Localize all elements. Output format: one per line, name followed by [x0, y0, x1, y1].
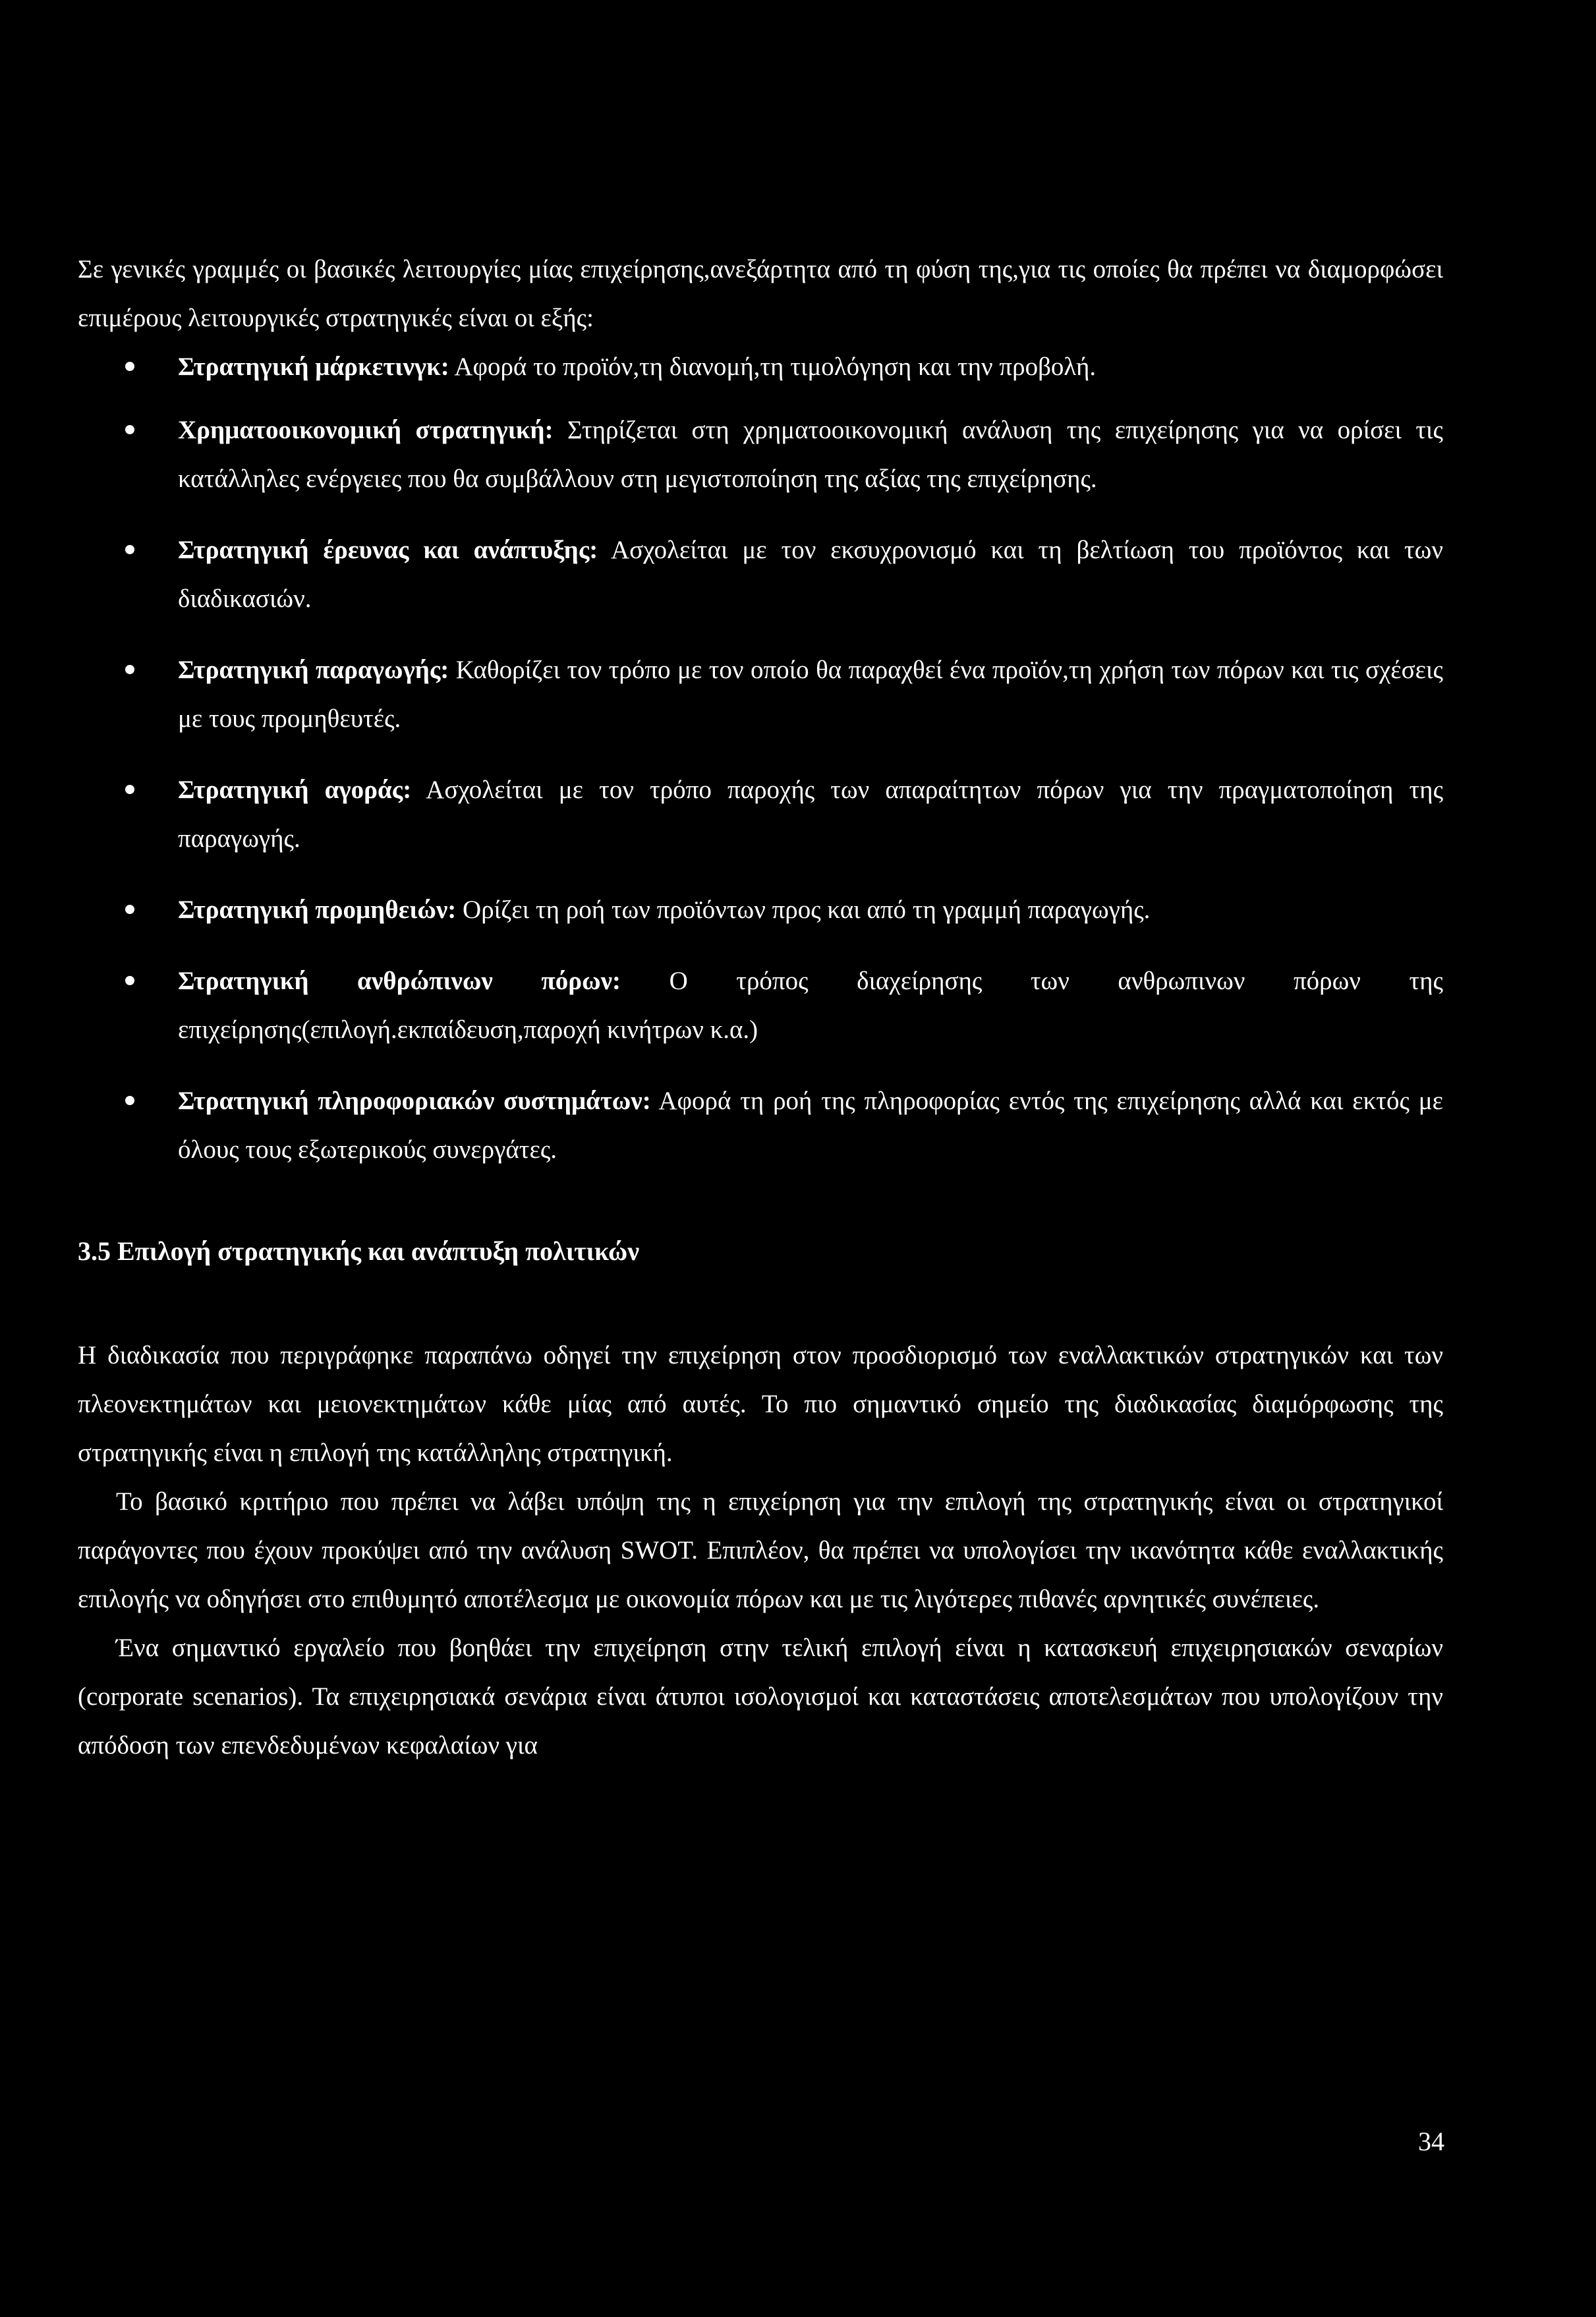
bullet-text: Στηρίζεται στη χρηματοοικονομική ανάλυση της επιχείρησης για να ορίσει τις κατάλληλες ενέργειες που θα συμβάλλουν στη μεγιστοποίηση της αξίας της επιχείρησης. — [178, 416, 1443, 493]
bullet-text: Ορίζει τη ροή των προϊόντων προς και από τη γραμμή παραγωγής. — [456, 896, 1151, 924]
bullet-dot-icon — [125, 905, 134, 914]
body-paragraph-3: Ένα σημαντικό εργαλείο που βοηθάει την επιχείρηση στην τελική επιλογή είναι η κατασκευή επιχειρησιακών σεναρίων (corporate scenarios). Τα επιχειρησιακά σενάρια είναι άτυποι ισολογισμοί και καταστάσεις αποτελεσμάτων που υπολογίζουν την απόδοση των επενδεδυμένων κεφαλαίων για — [78, 1634, 1443, 1759]
bullet-term: Στρατηγική πληροφοριακών συστημάτων: — [178, 1087, 651, 1115]
bullet-text: Ασχολείται με τον εκσυχρονισμό και τη βελτίωση του προϊόντος και των διαδικασιών. — [178, 536, 1443, 613]
bullet-dot-icon — [125, 425, 134, 434]
page-number: 34 — [1418, 2127, 1444, 2156]
bullet-item-production — [78, 646, 1443, 743]
bullet-item-human-resources — [78, 957, 1443, 1054]
body-paragraph-1: Η διαδικασία που περιγράφηκε παραπάνω οδηγεί την επιχείρηση στον προσδιορισμό των εναλλακτικών στρατηγικών και των πλεονεκτημάτων και μειονεκτημάτων κάθε μίας από αυτές. Το πιο σημαντικό σημείο της διαδικασίας διαμόρφωσης της στρατηγικής είναι η επιλογή της κατάλληλης στρατηγική. — [78, 1341, 1443, 1467]
bullet-term: Στρατηγική μάρκετινγκ: — [178, 353, 449, 381]
bullet-text: Καθορίζει τον τρόπο με τον οποίο θα παραχθεί ένα προϊόν,τη χρήση των πόρων και τις σχέσεις με τους προμηθευτές. — [178, 656, 1443, 733]
section-body — [78, 1331, 1443, 1770]
bullet-item-information-systems — [78, 1077, 1443, 1174]
bullet-dot-icon — [125, 976, 134, 985]
bullet-dot-icon — [125, 665, 134, 674]
bullet-term: Στρατηγική αγοράς: — [178, 776, 412, 804]
bullet-text: Αφορά τη ροή της πληροφορίας εντός της επιχείρησης αλλά και εκτός με όλους τους εξωτερικούς συνεργάτες. — [178, 1087, 1443, 1164]
bullet-term: Χρηματοοικονομική στρατηγική: — [178, 416, 554, 444]
bullet-term: Στρατηγική ανθρώπινων πόρων: — [178, 967, 621, 995]
bullet-dot-icon — [125, 785, 134, 794]
bullet-term: Στρατηγική προμηθειών: — [178, 896, 457, 924]
section-heading: 3.5 Επιλογή στρατηγικής και ανάπτυξη πολιτικών — [78, 1236, 640, 1266]
bullet-dot-icon — [125, 362, 134, 371]
bullet-text: Ο τρόπος διαχείρησης των ανθρωπινων πόρων της επιχείρησης(επιλογή.εκπαίδευση,παροχή κινήτρων κ.α.) — [178, 967, 1443, 1044]
bullet-item-financial — [78, 406, 1443, 503]
bullet-item-research — [78, 526, 1443, 623]
bullet-dot-icon — [125, 545, 134, 554]
bullet-dot-icon — [125, 1096, 134, 1105]
bullet-term: Στρατηγική έρευνας και ανάπτυξης: — [178, 536, 598, 564]
bullet-item-market — [78, 766, 1443, 863]
bullet-text: Ασχολείται με τον τρόπο παροχής των απαραίτητων πόρων για την πραγματοποίηση της παραγωγής. — [178, 776, 1444, 853]
functional-strategies-list — [78, 343, 1443, 1174]
bullet-text: Αφορά το προϊόν,τη διανομή,τη τιμολόγηση και την προβολή. — [449, 353, 1097, 381]
bullet-item-marketing — [78, 343, 1443, 391]
intro-paragraph: Σε γενικές γραμμές οι βασικές λειτουργίες μίας επιχείρησης,ανεξάρτητα από τη φύση της,για τις οποίες θα πρέπει να διαμορφώσει επιμέρους λειτουργικές στρατηγικές είναι οι εξής: — [78, 255, 1443, 332]
bullet-term: Στρατηγική παραγωγής: — [178, 656, 449, 684]
body-paragraph-2: Το βασικό κριτήριο που πρέπει να λάβει υπόψη της η επιχείρηση για την επιλογή της στρατηγικής είναι οι στρατηγικοί παράγοντες που έχουν προκύψει από την ανάλυση SWOT. Επιπλέον, θα πρέπει να υπολογίσει την ικανότητα κάθε εναλλακτικής επιλογής να οδηγήσει στο επιθυμητό αποτέλεσμα με οικονομία πόρων και με τις λιγότερες πιθανές αρνητικές συνέπειες. — [78, 1487, 1443, 1613]
page-content — [78, 245, 1443, 1783]
bullet-item-procurement — [78, 886, 1443, 934]
